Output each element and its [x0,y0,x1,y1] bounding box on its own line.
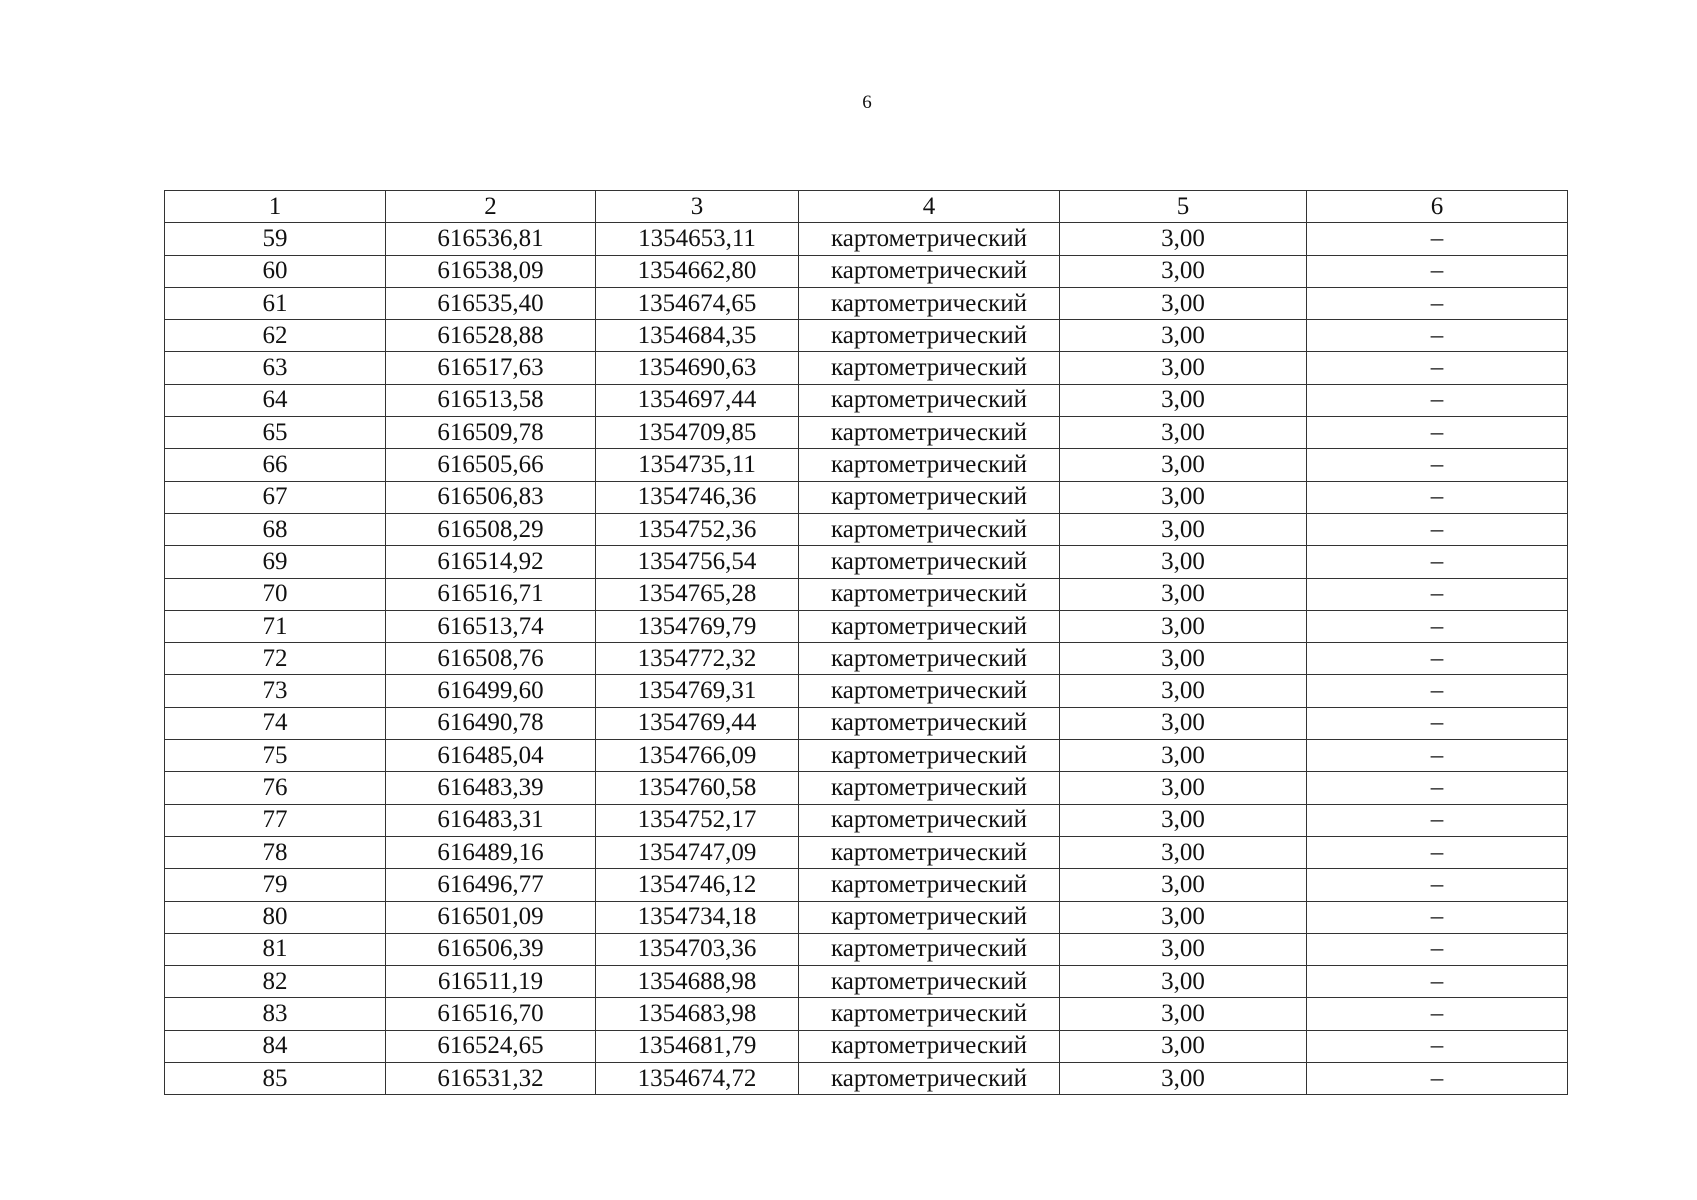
x-coordinate-cell: 616528,88 [386,320,596,352]
method-cell: картометрический [799,933,1060,965]
y-coordinate-cell: 1354688,98 [596,966,799,998]
x-coordinate-cell: 616514,92 [386,546,596,578]
point-number-cell: 71 [165,610,386,642]
x-coordinate-cell: 616508,29 [386,513,596,545]
table-row [165,255,1568,287]
point-number-cell: 70 [165,578,386,610]
description-cell: – [1307,610,1568,642]
y-coordinate-cell: 1354683,98 [596,998,799,1030]
table-row [165,417,1568,449]
table-body [165,223,1568,1095]
accuracy-cell: 3,00 [1060,707,1307,739]
method-cell: картометрический [799,287,1060,319]
point-number-cell: 69 [165,546,386,578]
method-cell: картометрический [799,255,1060,287]
y-coordinate-cell: 1354769,44 [596,707,799,739]
accuracy-cell: 3,00 [1060,287,1307,319]
method-cell: картометрический [799,707,1060,739]
description-cell: – [1307,255,1568,287]
method-cell: картометрический [799,513,1060,545]
y-coordinate-cell: 1354769,31 [596,675,799,707]
accuracy-cell: 3,00 [1060,417,1307,449]
point-number-cell: 62 [165,320,386,352]
accuracy-cell: 3,00 [1060,966,1307,998]
x-coordinate-cell: 616489,16 [386,836,596,868]
x-coordinate-cell: 616517,63 [386,352,596,384]
table-row [165,836,1568,868]
description-cell: – [1307,707,1568,739]
y-coordinate-cell: 1354746,36 [596,481,799,513]
description-cell: – [1307,578,1568,610]
method-cell: картометрический [799,1063,1060,1095]
table-row [165,643,1568,675]
point-number-cell: 59 [165,223,386,255]
table-row [165,740,1568,772]
description-cell: – [1307,675,1568,707]
x-coordinate-cell: 616505,66 [386,449,596,481]
method-cell: картометрический [799,610,1060,642]
method-cell: картометрический [799,772,1060,804]
x-coordinate-cell: 616513,58 [386,384,596,416]
point-number-cell: 73 [165,675,386,707]
column-header: 2 [386,191,596,223]
table-row [165,320,1568,352]
accuracy-cell: 3,00 [1060,449,1307,481]
table-row [165,869,1568,901]
x-coordinate-cell: 616536,81 [386,223,596,255]
accuracy-cell: 3,00 [1060,998,1307,1030]
point-number-cell: 74 [165,707,386,739]
method-cell: картометрический [799,417,1060,449]
method-cell: картометрический [799,804,1060,836]
point-number-cell: 83 [165,998,386,1030]
accuracy-cell: 3,00 [1060,901,1307,933]
x-coordinate-cell: 616506,83 [386,481,596,513]
y-coordinate-cell: 1354760,58 [596,772,799,804]
description-cell: – [1307,966,1568,998]
accuracy-cell: 3,00 [1060,1030,1307,1062]
x-coordinate-cell: 616499,60 [386,675,596,707]
method-cell: картометрический [799,643,1060,675]
column-header: 5 [1060,191,1307,223]
point-number-cell: 76 [165,772,386,804]
y-coordinate-cell: 1354746,12 [596,869,799,901]
method-cell: картометрический [799,320,1060,352]
y-coordinate-cell: 1354772,32 [596,643,799,675]
table-row [165,546,1568,578]
point-number-cell: 82 [165,966,386,998]
point-number-cell: 65 [165,417,386,449]
x-coordinate-cell: 616538,09 [386,255,596,287]
x-coordinate-cell: 616511,19 [386,966,596,998]
accuracy-cell: 3,00 [1060,804,1307,836]
description-cell: – [1307,643,1568,675]
accuracy-cell: 3,00 [1060,933,1307,965]
point-number-cell: 61 [165,287,386,319]
table-row [165,901,1568,933]
method-cell: картометрический [799,836,1060,868]
method-cell: картометрический [799,546,1060,578]
table-row [165,384,1568,416]
point-number-cell: 84 [165,1030,386,1062]
table-row [165,287,1568,319]
y-coordinate-cell: 1354653,11 [596,223,799,255]
description-cell: – [1307,740,1568,772]
accuracy-cell: 3,00 [1060,352,1307,384]
method-cell: картометрический [799,740,1060,772]
method-cell: картометрический [799,675,1060,707]
x-coordinate-cell: 616508,76 [386,643,596,675]
y-coordinate-cell: 1354684,35 [596,320,799,352]
method-cell: картометрический [799,352,1060,384]
table-row [165,1063,1568,1095]
description-cell: – [1307,901,1568,933]
description-cell: – [1307,417,1568,449]
table-row [165,610,1568,642]
y-coordinate-cell: 1354765,28 [596,578,799,610]
method-cell: картометрический [799,1030,1060,1062]
y-coordinate-cell: 1354752,17 [596,804,799,836]
accuracy-cell: 3,00 [1060,610,1307,642]
table-row [165,933,1568,965]
table-header-row [165,191,1568,223]
point-number-cell: 77 [165,804,386,836]
point-number-cell: 63 [165,352,386,384]
point-number-cell: 60 [165,255,386,287]
method-cell: картометрический [799,481,1060,513]
table-row [165,966,1568,998]
y-coordinate-cell: 1354747,09 [596,836,799,868]
accuracy-cell: 3,00 [1060,223,1307,255]
method-cell: картометрический [799,449,1060,481]
accuracy-cell: 3,00 [1060,578,1307,610]
coordinates-table [164,190,1568,1095]
table-row [165,707,1568,739]
x-coordinate-cell: 616513,74 [386,610,596,642]
y-coordinate-cell: 1354674,72 [596,1063,799,1095]
y-coordinate-cell: 1354734,18 [596,901,799,933]
y-coordinate-cell: 1354735,11 [596,449,799,481]
y-coordinate-cell: 1354674,65 [596,287,799,319]
accuracy-cell: 3,00 [1060,546,1307,578]
description-cell: – [1307,320,1568,352]
x-coordinate-cell: 616496,77 [386,869,596,901]
y-coordinate-cell: 1354756,54 [596,546,799,578]
description-cell: – [1307,933,1568,965]
description-cell: – [1307,869,1568,901]
point-number-cell: 79 [165,869,386,901]
x-coordinate-cell: 616524,65 [386,1030,596,1062]
x-coordinate-cell: 616490,78 [386,707,596,739]
accuracy-cell: 3,00 [1060,1063,1307,1095]
description-cell: – [1307,449,1568,481]
x-coordinate-cell: 616483,39 [386,772,596,804]
accuracy-cell: 3,00 [1060,513,1307,545]
point-number-cell: 68 [165,513,386,545]
x-coordinate-cell: 616531,32 [386,1063,596,1095]
description-cell: – [1307,352,1568,384]
description-cell: – [1307,772,1568,804]
y-coordinate-cell: 1354662,80 [596,255,799,287]
x-coordinate-cell: 616483,31 [386,804,596,836]
point-number-cell: 72 [165,643,386,675]
description-cell: – [1307,513,1568,545]
method-cell: картометрический [799,998,1060,1030]
table-row [165,578,1568,610]
accuracy-cell: 3,00 [1060,740,1307,772]
table-row [165,449,1568,481]
description-cell: – [1307,546,1568,578]
x-coordinate-cell: 616506,39 [386,933,596,965]
description-cell: – [1307,223,1568,255]
point-number-cell: 64 [165,384,386,416]
method-cell: картометрический [799,966,1060,998]
table-row [165,804,1568,836]
accuracy-cell: 3,00 [1060,675,1307,707]
column-header: 4 [799,191,1060,223]
y-coordinate-cell: 1354766,09 [596,740,799,772]
table-row [165,481,1568,513]
x-coordinate-cell: 616485,04 [386,740,596,772]
column-header: 3 [596,191,799,223]
point-number-cell: 78 [165,836,386,868]
accuracy-cell: 3,00 [1060,255,1307,287]
y-coordinate-cell: 1354703,36 [596,933,799,965]
description-cell: – [1307,384,1568,416]
point-number-cell: 75 [165,740,386,772]
column-header: 1 [165,191,386,223]
y-coordinate-cell: 1354769,79 [596,610,799,642]
y-coordinate-cell: 1354752,36 [596,513,799,545]
table-row [165,772,1568,804]
x-coordinate-cell: 616516,70 [386,998,596,1030]
y-coordinate-cell: 1354690,63 [596,352,799,384]
accuracy-cell: 3,00 [1060,772,1307,804]
accuracy-cell: 3,00 [1060,643,1307,675]
table-row [165,998,1568,1030]
coordinates-table-container [164,190,1567,1095]
description-cell: – [1307,481,1568,513]
column-header: 6 [1307,191,1568,223]
x-coordinate-cell: 616501,09 [386,901,596,933]
accuracy-cell: 3,00 [1060,869,1307,901]
table-row [165,675,1568,707]
description-cell: – [1307,1063,1568,1095]
method-cell: картометрический [799,223,1060,255]
method-cell: картометрический [799,384,1060,416]
method-cell: картометрический [799,578,1060,610]
point-number-cell: 80 [165,901,386,933]
y-coordinate-cell: 1354697,44 [596,384,799,416]
y-coordinate-cell: 1354709,85 [596,417,799,449]
method-cell: картометрический [799,901,1060,933]
description-cell: – [1307,804,1568,836]
method-cell: картометрический [799,869,1060,901]
y-coordinate-cell: 1354681,79 [596,1030,799,1062]
x-coordinate-cell: 616509,78 [386,417,596,449]
accuracy-cell: 3,00 [1060,836,1307,868]
accuracy-cell: 3,00 [1060,320,1307,352]
table-row [165,352,1568,384]
point-number-cell: 67 [165,481,386,513]
accuracy-cell: 3,00 [1060,481,1307,513]
point-number-cell: 81 [165,933,386,965]
description-cell: – [1307,836,1568,868]
table-row [165,223,1568,255]
table-row [165,513,1568,545]
point-number-cell: 85 [165,1063,386,1095]
table-row [165,1030,1568,1062]
description-cell: – [1307,998,1568,1030]
page-number: 6 [862,92,872,113]
accuracy-cell: 3,00 [1060,384,1307,416]
point-number-cell: 66 [165,449,386,481]
description-cell: – [1307,287,1568,319]
description-cell: – [1307,1030,1568,1062]
x-coordinate-cell: 616516,71 [386,578,596,610]
x-coordinate-cell: 616535,40 [386,287,596,319]
